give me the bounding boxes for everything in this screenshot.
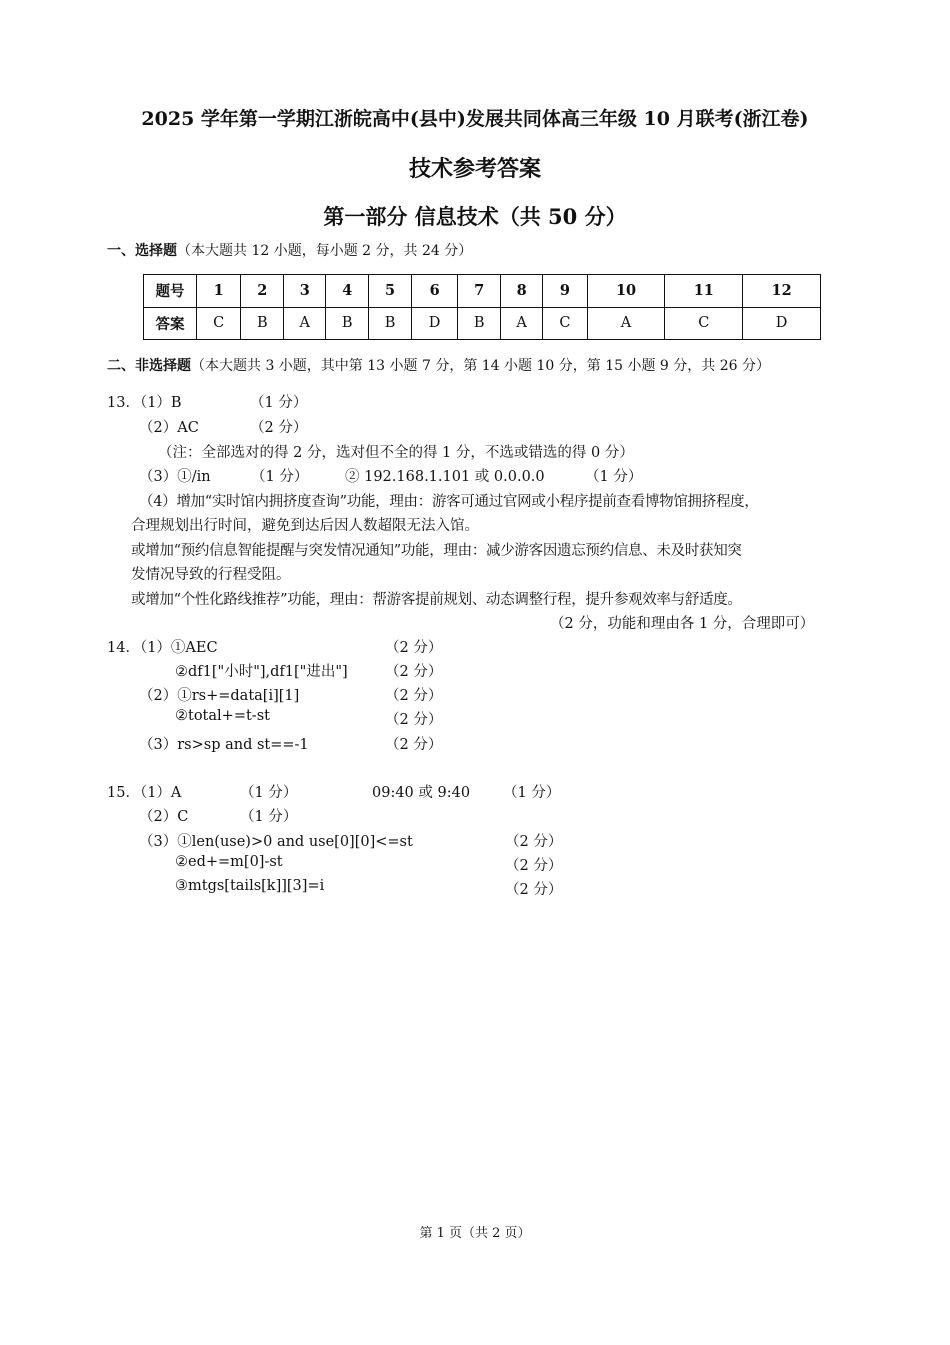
question-number: 1 <box>197 275 241 308</box>
q15-part3a: （3）①len(use)>0 and use[0][0]<=st <box>139 834 413 850</box>
question-number: 4 <box>326 275 369 308</box>
q13-part4-line4: 发情况导致的行程受阻。 <box>131 567 291 583</box>
q14-part1a: 14．（1）①AEC <box>107 640 218 656</box>
q13-part2: （2）AC <box>139 420 199 436</box>
answer-table <box>143 274 821 340</box>
q14-part1b: ②df1["小时"],df1["进出"] <box>175 664 348 680</box>
question-number: 7 <box>458 275 501 308</box>
question-number: 8 <box>501 275 543 308</box>
section1-label: 一、选择题 <box>107 243 177 259</box>
answer-cell: C <box>665 307 743 340</box>
answer-cell: B <box>369 307 412 340</box>
q13-part3a: （3）①/in <box>139 469 211 485</box>
answer-cell: B <box>241 307 284 340</box>
answer-cell: A <box>587 307 665 340</box>
q14-part2a: （2）①rs+=data[i][1] <box>139 688 300 704</box>
part-heading: 第一部分 信息技术（共 50 分） <box>323 204 627 229</box>
section1-heading <box>107 240 472 260</box>
q15-part1: 15．（1）A <box>107 785 182 801</box>
answer-cell: D <box>411 307 457 340</box>
document-title: 2025 学年第一学期江浙皖高中(县中)发展共同体高三年级 10 月联考(浙江卷) <box>141 108 809 130</box>
q13-part4-line1: （4）增加“实时馆内拥挤度查询”功能，理由：游客可通过官网或小程序提前查看博物馆拥挤程度， <box>139 494 759 510</box>
q13-part1-score: （1 分） <box>250 395 308 411</box>
question-number: 2 <box>241 275 284 308</box>
q15-part3b-score: （2 分） <box>505 858 563 874</box>
section2-label: 二、非选择题 <box>107 358 191 374</box>
q13-part4-score: （2 分，功能和理由各 1 分，合理即可） <box>550 616 815 632</box>
q15-part2-score: （1 分） <box>240 809 298 825</box>
q13-part4-line5: 或增加“个性化路线推荐”功能，理由：帮游客提前规划、动态调整行程，提升参观效率与舒适度。 <box>131 592 742 608</box>
question-number: 11 <box>665 275 743 308</box>
q13-part4-line2: 合理规划出行时间，避免到达后因人数超限无法入馆。 <box>131 518 479 534</box>
answer-cell: B <box>458 307 501 340</box>
q14-part1a-score: （2 分） <box>385 640 443 656</box>
q14-part2a-score: （2 分） <box>385 688 443 704</box>
q13-part2-score: （2 分） <box>250 420 308 436</box>
section1-note: （本大题共 12 小题，每小题 2 分，共 24 分） <box>177 243 473 259</box>
number-row-label: 题号 <box>144 275 197 308</box>
q15-part1b: 09:40 或 9:40 <box>372 785 471 801</box>
q14-part2b: ②total+=t-st <box>175 708 270 724</box>
q13-part3a-score: （1 分） <box>251 469 309 485</box>
section2-heading <box>107 355 770 375</box>
q15-part1b-score: （1 分） <box>503 785 561 801</box>
answer-cell: A <box>284 307 326 340</box>
q13-part1: 13．（1）B <box>107 395 182 411</box>
q15-part1-score: （1 分） <box>240 785 298 801</box>
q13-part3b: ② 192.168.1.101 或 0.0.0.0 <box>345 469 545 485</box>
q15-part3c: ③mtgs[tails[k]][3]=i <box>175 878 325 894</box>
section2-note: （本大题共 3 小题，其中第 13 小题 7 分，第 14 小题 10 分，第 15 小题 9 分，共 26 分） <box>191 358 770 374</box>
q13-part3b-score: （1 分） <box>585 469 643 485</box>
answer-cell: B <box>326 307 369 340</box>
q14-part3-score: （2 分） <box>385 737 443 753</box>
document-subtitle: 技术参考答案 <box>408 156 541 182</box>
q15-part3a-score: （2 分） <box>505 834 563 850</box>
q14-part3: （3）rs>sp and st==-1 <box>139 737 309 753</box>
question-number: 5 <box>369 275 412 308</box>
question-number: 3 <box>284 275 326 308</box>
q14-part1b-score: （2 分） <box>385 664 443 680</box>
q15-part3c-score: （2 分） <box>505 882 563 898</box>
question-number: 12 <box>743 275 821 308</box>
q13-note: （注：全部选对的得 2 分，选对但不全的得 1 分，不选或错选的得 0 分） <box>158 445 634 461</box>
answer-cell: D <box>743 307 821 340</box>
q14-part2b-score: （2 分） <box>385 712 443 728</box>
q15-part3b: ②ed+=m[0]-st <box>175 854 283 870</box>
answer-cell: C <box>543 307 587 340</box>
answer-table-number-row <box>144 275 821 308</box>
answer-cell: C <box>197 307 241 340</box>
q13-part4-line3: 或增加“预约信息智能提醒与突发情况通知”功能，理由：减少游客因遗忘预约信息、未及时获知突 <box>131 543 742 559</box>
question-number: 10 <box>587 275 665 308</box>
answer-table-answer-row <box>144 307 821 340</box>
question-number: 6 <box>411 275 457 308</box>
q15-part2: （2）C <box>139 809 189 825</box>
question-number: 9 <box>543 275 587 308</box>
page-footer: 第 1 页（共 2 页） <box>419 1226 531 1241</box>
answer-row-label: 答案 <box>144 307 197 340</box>
answer-cell: A <box>501 307 543 340</box>
